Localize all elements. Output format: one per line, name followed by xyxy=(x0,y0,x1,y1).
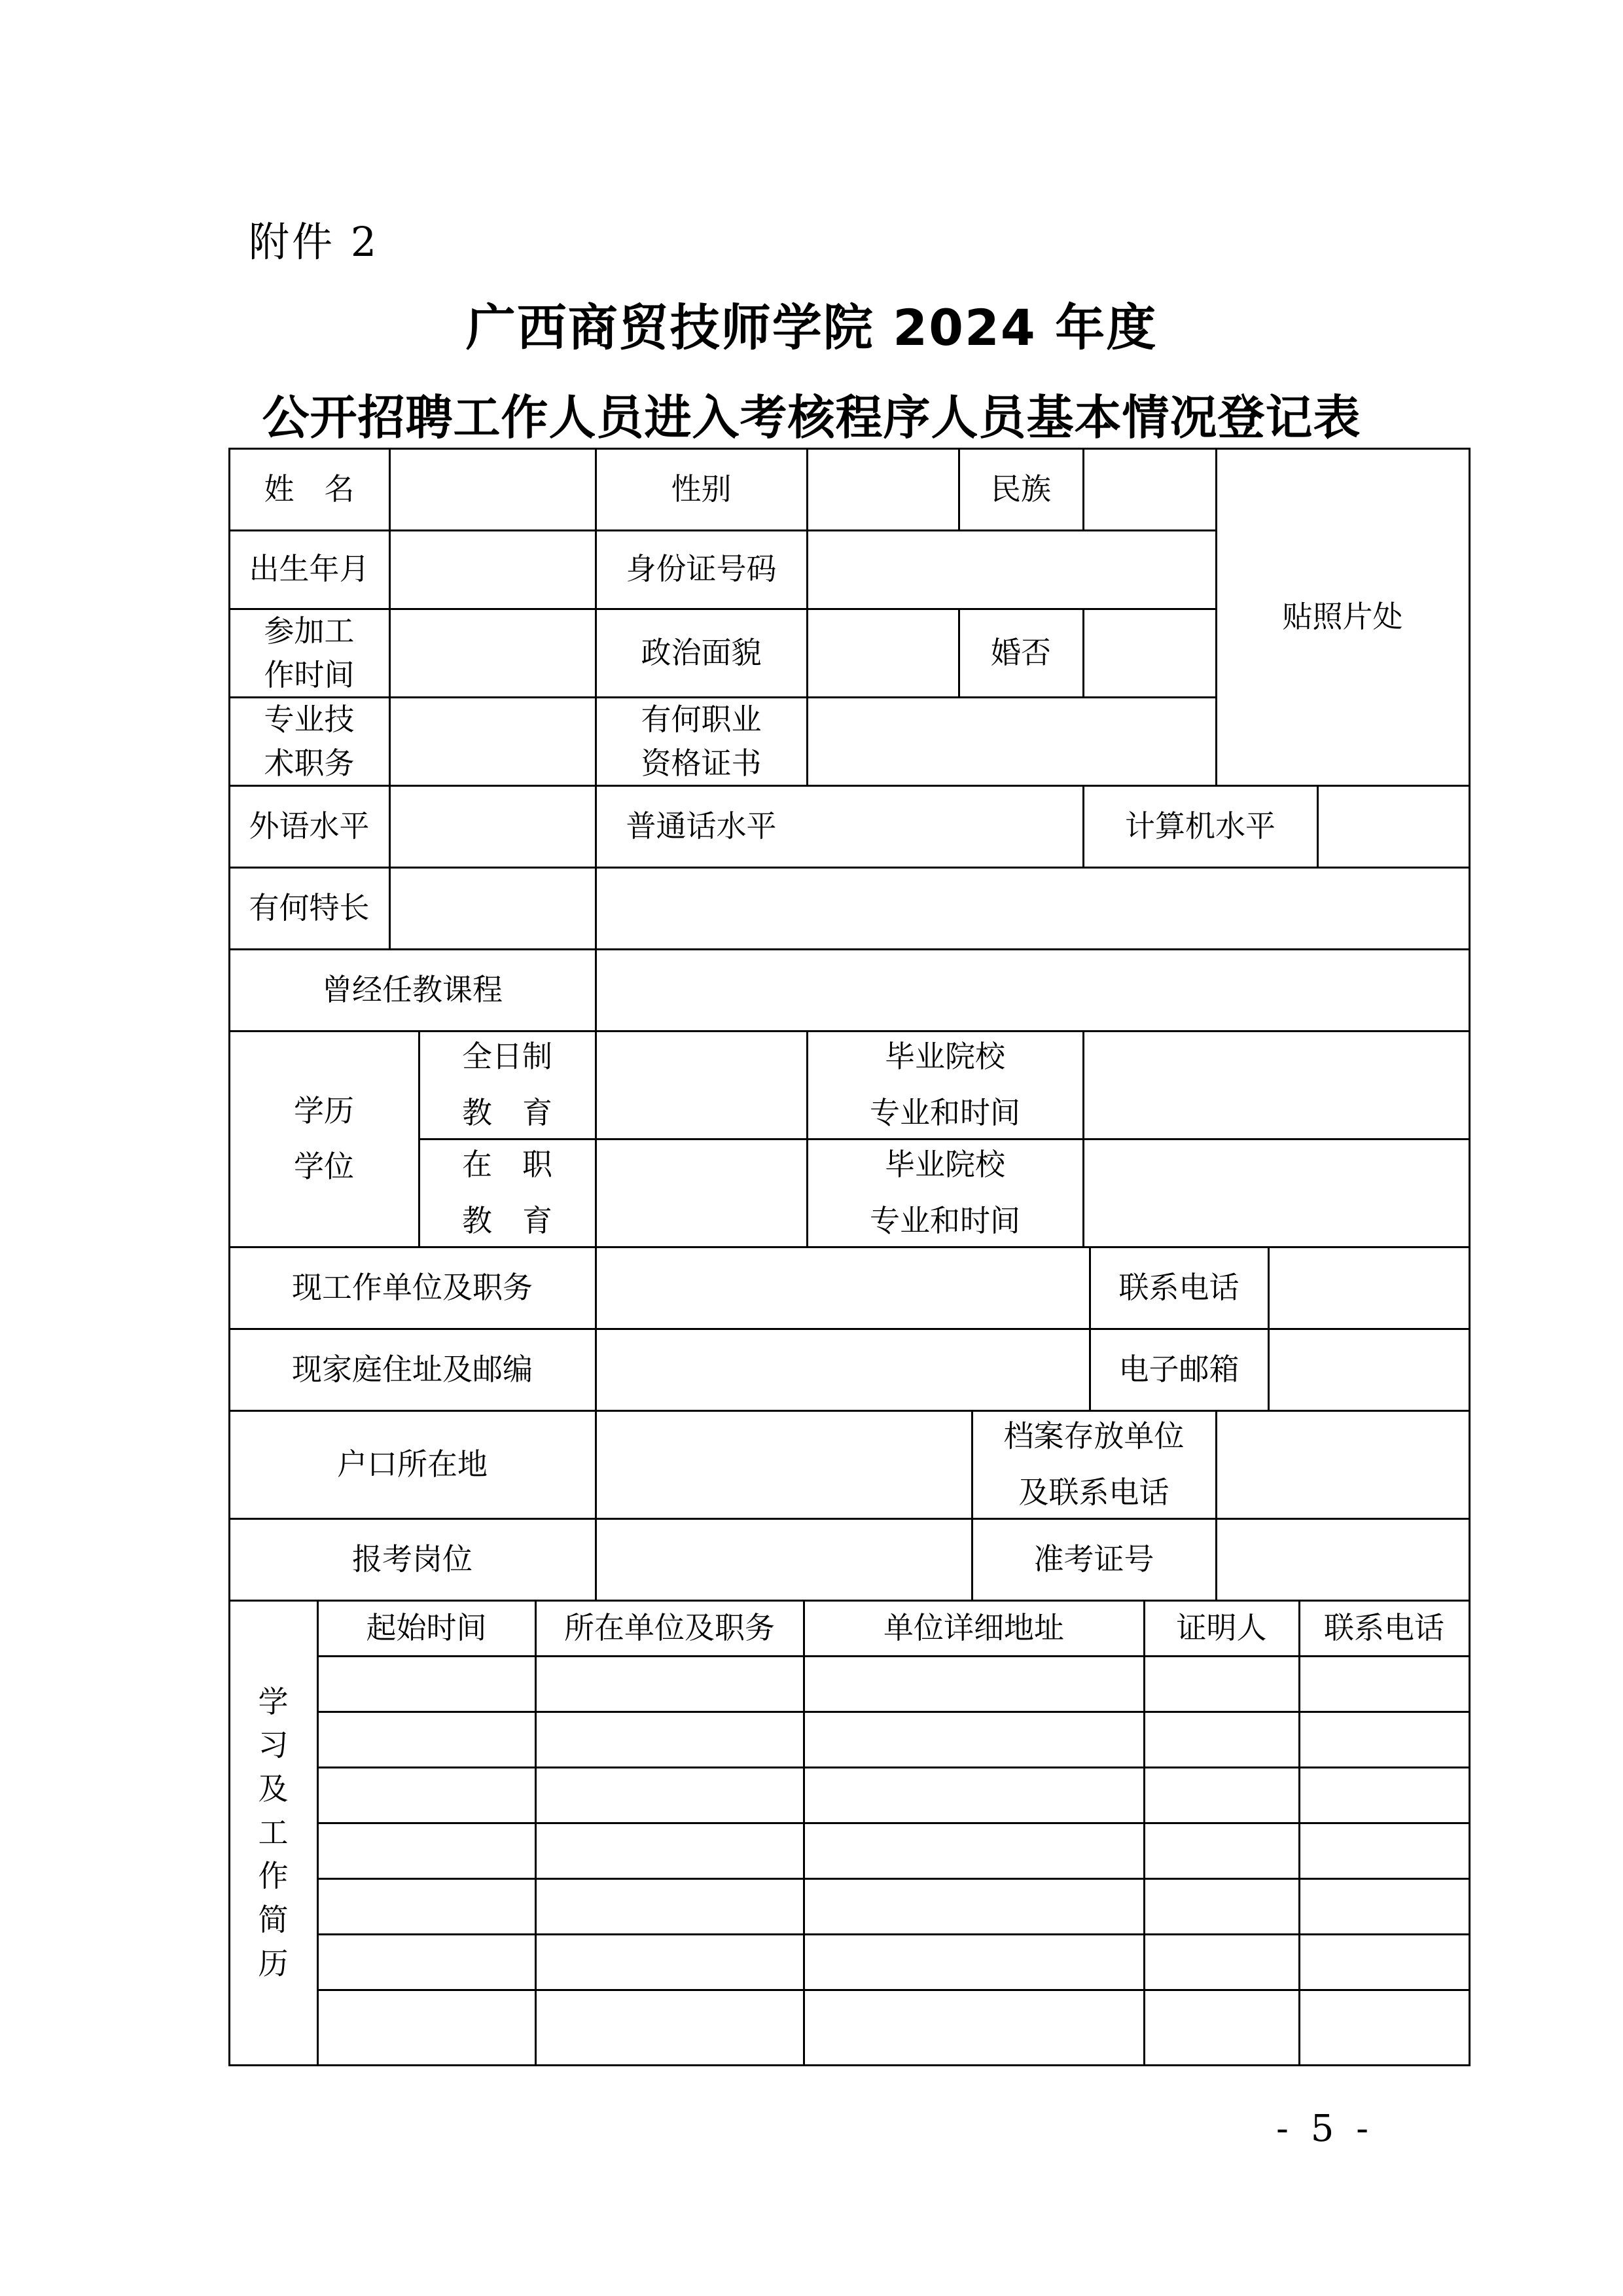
fulltime-school-field[interactable] xyxy=(1083,1031,1469,1139)
certificate-field[interactable] xyxy=(807,697,1216,785)
resume-cell[interactable] xyxy=(317,1656,535,1712)
resume-cell[interactable] xyxy=(804,1934,1144,1990)
applied-position-label: 报考岗位 xyxy=(352,1541,473,1577)
home-address-field[interactable] xyxy=(596,1329,1090,1410)
resume-cell[interactable] xyxy=(535,1767,804,1823)
attachment-label: 附件 2 xyxy=(249,218,380,266)
admission-ticket-label: 准考证号 xyxy=(1033,1541,1154,1577)
mandarin-level-field[interactable] xyxy=(807,785,1083,867)
political-status-field[interactable] xyxy=(807,609,959,697)
birth-date-field[interactable] xyxy=(389,530,596,609)
resume-header-2: 所在单位及职务 xyxy=(564,1609,775,1645)
name-label: 姓 名 xyxy=(264,471,355,507)
computer-level-label: 计算机水平 xyxy=(1125,808,1275,844)
specialty-label: 有何特长 xyxy=(249,889,370,925)
resume-header-4: 证明人 xyxy=(1176,1609,1267,1645)
courses-taught-label: 曾经任教课程 xyxy=(322,971,503,1007)
resume-header-1: 起始时间 xyxy=(366,1609,487,1645)
resume-cell[interactable] xyxy=(535,1990,804,2065)
resume-cell[interactable] xyxy=(1144,1934,1299,1990)
hukou-label: 户口所在地 xyxy=(337,1446,488,1482)
resume-cell[interactable] xyxy=(1299,1656,1469,1712)
birth-date-label: 出生年月 xyxy=(249,551,370,587)
resume-cell[interactable] xyxy=(317,1934,535,1990)
resume-cell[interactable] xyxy=(1299,1934,1469,1990)
resume-cell[interactable] xyxy=(804,1823,1144,1878)
ethnicity-label: 民族 xyxy=(991,471,1051,507)
mandarin-level-label: 普通话水平 xyxy=(626,808,777,844)
resume-cell[interactable] xyxy=(535,1712,804,1767)
resume-header-5: 联系电话 xyxy=(1324,1609,1444,1645)
work-start-field[interactable] xyxy=(389,609,596,697)
resume-cell[interactable] xyxy=(1299,1823,1469,1878)
resume-cell[interactable] xyxy=(317,1990,535,2065)
resume-cell[interactable] xyxy=(804,1878,1144,1934)
id-number-label: 身份证号码 xyxy=(626,551,777,587)
resume-cell[interactable] xyxy=(317,1767,535,1823)
resume-cell[interactable] xyxy=(804,1990,1144,2065)
resume-cell[interactable] xyxy=(1299,1767,1469,1823)
grid-line-v xyxy=(418,1030,420,1248)
inservice-school-field[interactable] xyxy=(1083,1139,1469,1247)
resume-cell[interactable] xyxy=(535,1878,804,1934)
inservice-school-label: 毕业院校 专业和时间 xyxy=(870,1147,1020,1238)
current-job-field[interactable] xyxy=(596,1247,1090,1329)
courses-taught-field[interactable] xyxy=(596,949,1469,1031)
grid-line-v xyxy=(228,448,230,2066)
fulltime-education-field[interactable] xyxy=(596,1031,807,1139)
gender-label: 性别 xyxy=(671,471,732,507)
resume-cell[interactable] xyxy=(804,1656,1144,1712)
resume-header-3: 单位详细地址 xyxy=(883,1609,1064,1645)
page-number: - 5 - xyxy=(1276,2108,1374,2150)
applied-position-field[interactable] xyxy=(596,1518,972,1600)
inservice-education-label: 在 职 教 育 xyxy=(462,1147,552,1238)
resume-cell[interactable] xyxy=(535,1823,804,1878)
archive-label: 档案存放单位 及联系电话 xyxy=(1003,1418,1185,1510)
specialty-field[interactable] xyxy=(389,867,1469,949)
resume-cell[interactable] xyxy=(804,1767,1144,1823)
admission-ticket-field[interactable] xyxy=(1216,1518,1469,1600)
phone-label: 联系电话 xyxy=(1118,1269,1240,1305)
resume-cell[interactable] xyxy=(1144,1712,1299,1767)
name-field[interactable] xyxy=(389,448,596,530)
resume-cell[interactable] xyxy=(317,1878,535,1934)
marital-status-label: 婚否 xyxy=(991,634,1051,670)
archive-field[interactable] xyxy=(1216,1410,1469,1518)
resume-cell[interactable] xyxy=(1144,1878,1299,1934)
photo-placeholder-label: 贴照片处 xyxy=(1282,598,1403,634)
resume-cell[interactable] xyxy=(1144,1823,1299,1878)
resume-cell[interactable] xyxy=(1144,1990,1299,2065)
form-title-line1: 广西商贸技师学院 2024 年度 xyxy=(465,298,1158,357)
resume-cell[interactable] xyxy=(1144,1767,1299,1823)
inservice-education-field[interactable] xyxy=(596,1139,807,1247)
ethnicity-field[interactable] xyxy=(1083,448,1216,530)
email-label: 电子邮箱 xyxy=(1118,1351,1240,1387)
home-address-label: 现家庭住址及邮编 xyxy=(292,1351,533,1387)
tech-title-field[interactable] xyxy=(389,697,596,785)
marital-status-field[interactable] xyxy=(1083,609,1216,697)
computer-level-field[interactable] xyxy=(1317,785,1469,867)
education-degree-label: 学历 学位 xyxy=(294,1092,354,1184)
resume-cell[interactable] xyxy=(317,1823,535,1878)
resume-section-label: 学 习 及 工 作 简 历 xyxy=(258,1683,289,1981)
resume-cell[interactable] xyxy=(535,1934,804,1990)
resume-cell[interactable] xyxy=(1299,1712,1469,1767)
foreign-language-field[interactable] xyxy=(389,785,596,867)
resume-cell[interactable] xyxy=(535,1656,804,1712)
resume-cell[interactable] xyxy=(1144,1656,1299,1712)
foreign-language-label: 外语水平 xyxy=(249,808,370,844)
tech-title-label: 专业技 术职务 xyxy=(264,701,355,781)
resume-cell[interactable] xyxy=(1299,1878,1469,1934)
certificate-label: 有何职业 资格证书 xyxy=(641,701,762,781)
form-title-line2: 公开招聘工作人员进入考核程序人员基本情况登记表 xyxy=(262,390,1361,445)
current-job-label: 现工作单位及职务 xyxy=(292,1269,533,1305)
hukou-field[interactable] xyxy=(596,1410,972,1518)
fulltime-school-label: 毕业院校 专业和时间 xyxy=(870,1039,1020,1130)
resume-cell[interactable] xyxy=(317,1712,535,1767)
resume-cell[interactable] xyxy=(804,1712,1144,1767)
gender-field[interactable] xyxy=(807,448,959,530)
work-start-label: 参加工 作时间 xyxy=(264,613,355,692)
political-status-label: 政治面貌 xyxy=(641,634,762,670)
id-number-field[interactable] xyxy=(807,530,1216,609)
phone-field[interactable] xyxy=(1268,1247,1469,1329)
resume-cell[interactable] xyxy=(1299,1990,1469,2065)
email-field[interactable] xyxy=(1268,1329,1469,1410)
fulltime-education-label: 全日制 教 育 xyxy=(462,1039,552,1130)
